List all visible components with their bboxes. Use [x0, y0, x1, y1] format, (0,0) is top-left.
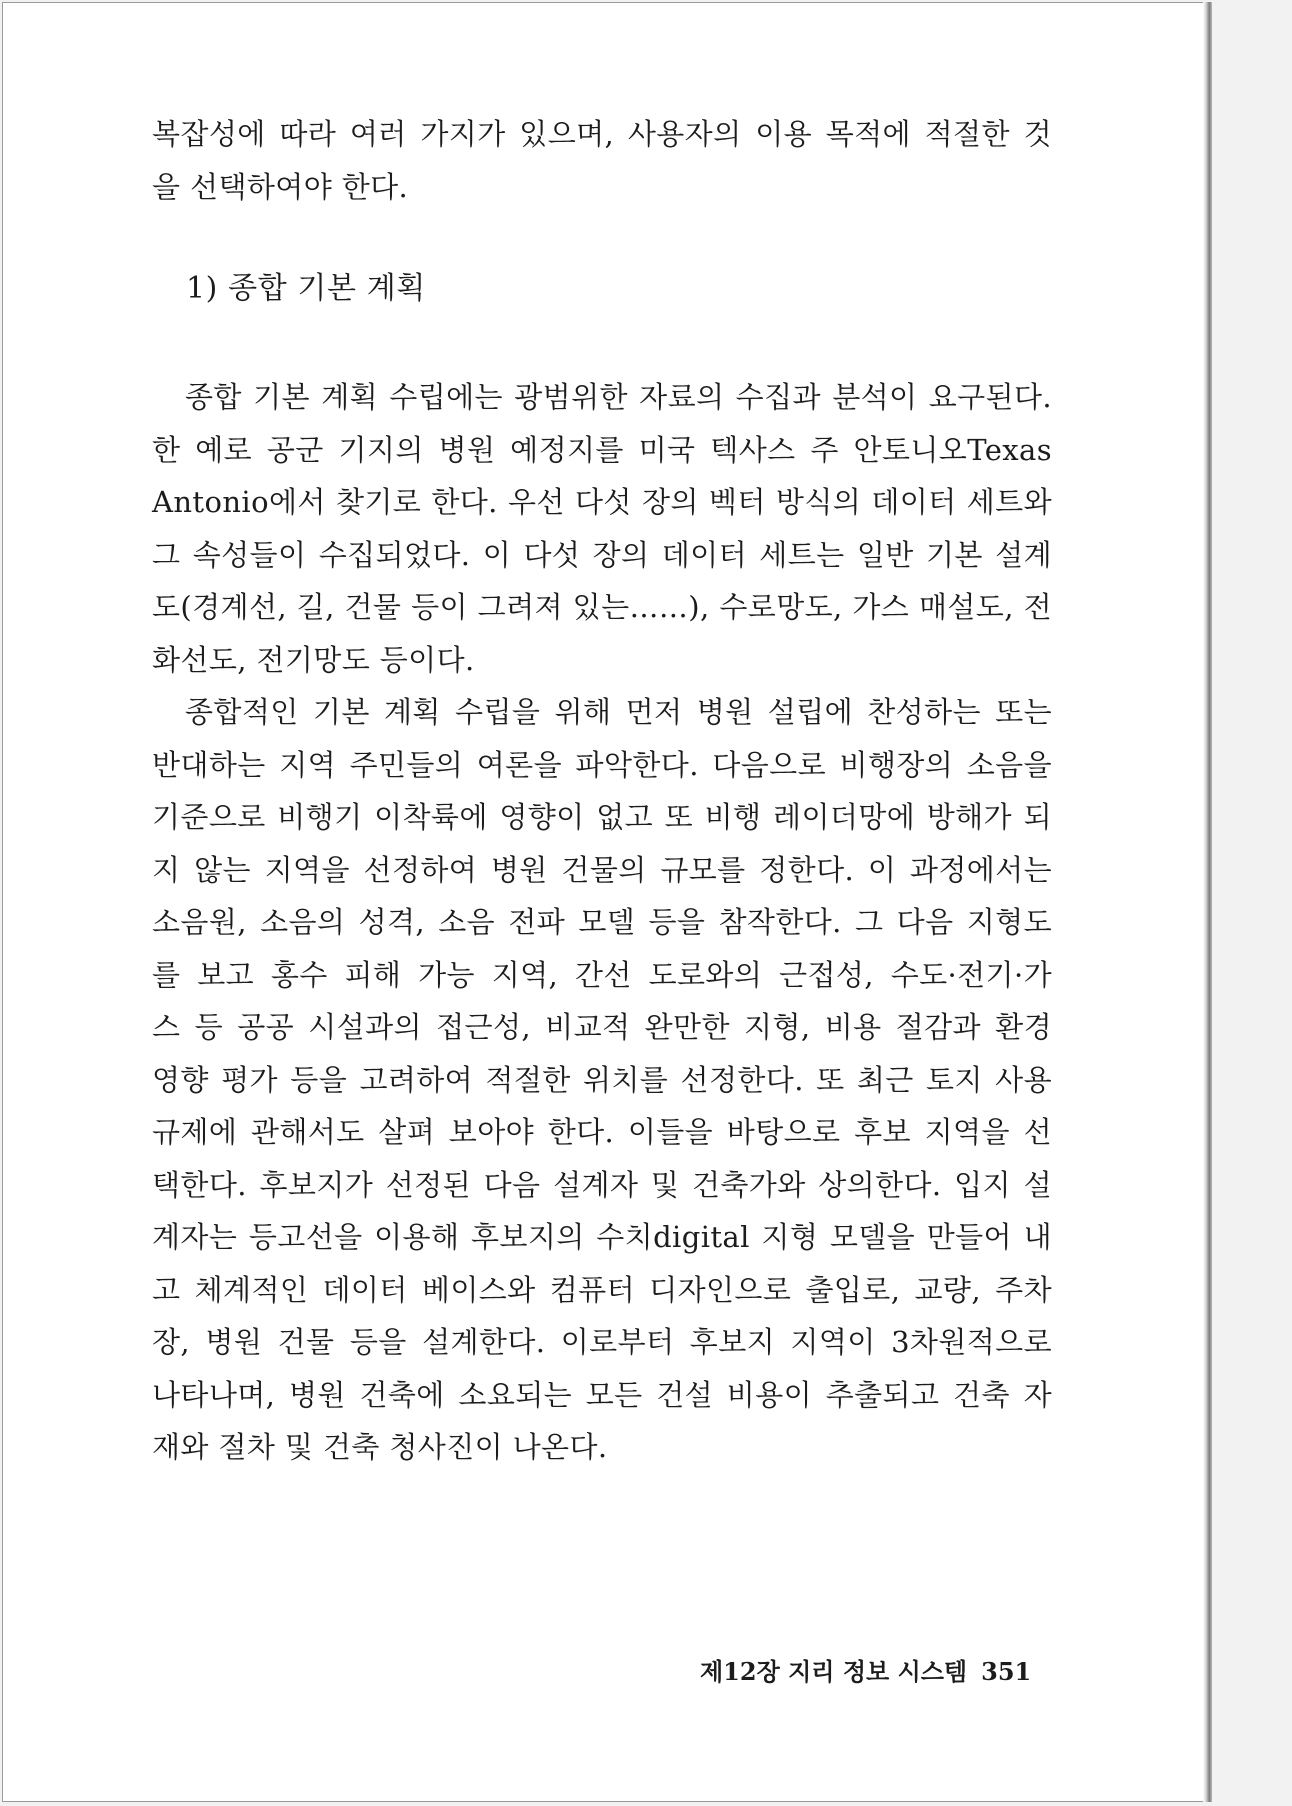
text-line: Antonio에서 찾기로 한다. 우선 다섯 장의 벡터 방식의 데이터 세트와: [152, 485, 1052, 519]
viewer-background: [1212, 0, 1292, 1806]
section-heading: 1) 종합 기본 계획: [186, 271, 426, 306]
text-line: 스 등 공공 시설과의 접근성, 비교적 완만한 지형, 비용 절감과 환경: [152, 1010, 1052, 1044]
text-line: 를 보고 홍수 피해 가능 지역, 간선 도로와의 근접성, 수도·전기·가: [152, 957, 1052, 992]
text-line: 규제에 관해서도 살펴 보아야 한다. 이들을 바탕으로 후보 지역을 선: [152, 1115, 1052, 1149]
page-edge-shadow: [1203, 2, 1212, 1802]
text-line: 고 체계적인 데이터 베이스와 컴퓨터 디자인으로 출입로, 교량, 주차: [152, 1272, 1052, 1307]
page-footer: [700, 1652, 1032, 1687]
text-line: 소음원, 소음의 성격, 소음 전파 모델 등을 참작한다. 그 다음 지형도: [152, 905, 1052, 939]
paragraph-1: [152, 371, 1052, 686]
intro-paragraph: [152, 108, 1052, 213]
text-line: 영향 평가 등을 고려하여 적절한 위치를 선정한다. 또 최근 토지 사용: [152, 1062, 1052, 1097]
text-line: 지 않는 지역을 선정하여 병원 건물의 규모를 정한다. 이 과정에서는: [152, 852, 1052, 887]
text-line: 기준으로 비행기 이착륙에 영향이 없고 또 비행 레이더망에 방해가 되: [152, 800, 1052, 834]
text-line: 종합적인 기본 계획 수립을 위해 먼저 병원 설립에 찬성하는 또는: [185, 695, 1052, 729]
text-line: 계자는 등고선을 이용해 후보지의 수치digital 지형 모델을 만들어 내: [152, 1220, 1052, 1254]
text-line: 택한다. 후보지가 선정된 다음 설계자 및 건축가와 상의한다. 입지 설: [152, 1167, 1052, 1202]
text-line: 그 속성들이 수집되었다. 이 다섯 장의 데이터 세트는 일반 기본 설계: [152, 537, 1052, 572]
text-line: 나타나며, 병원 건축에 소요되는 모든 건설 비용이 추출되고 건축 자: [152, 1377, 1052, 1412]
text-line: 복잡성에 따라 여러 가지가 있으며, 사용자의 이용 목적에 적절한 것: [152, 117, 1052, 151]
text-line: 종합 기본 계획 수립에는 광범위한 자료의 수집과 분석이 요구된다.: [185, 380, 1052, 414]
text-line: 재와 절차 및 건축 청사진이 나온다.: [152, 1430, 608, 1464]
page-number: 351: [981, 1657, 1032, 1686]
text-line: 을 선택하여야 한다.: [152, 169, 409, 204]
text-line: 도(경계선, 길, 건물 등이 그려져 있는……), 수로망도, 가스 매설도, 전: [152, 590, 1052, 624]
text-line: 화선도, 전기망도 등이다.: [152, 642, 475, 677]
text-line: 장, 병원 건물 등을 설계한다. 이로부터 후보지 지역이 3차원적으로: [152, 1325, 1052, 1359]
text-line: 반대하는 지역 주민들의 여론을 파악한다. 다음으로 비행장의 소음을: [152, 747, 1052, 782]
text-line: 한 예로 공군 기지의 병원 예정지를 미국 텍사스 주 안토니오Texas: [152, 432, 1052, 467]
chapter-title: 제12장 지리 정보 시스템: [700, 1657, 968, 1686]
page-body: [152, 108, 1052, 1474]
paragraph-2: [152, 686, 1052, 1474]
